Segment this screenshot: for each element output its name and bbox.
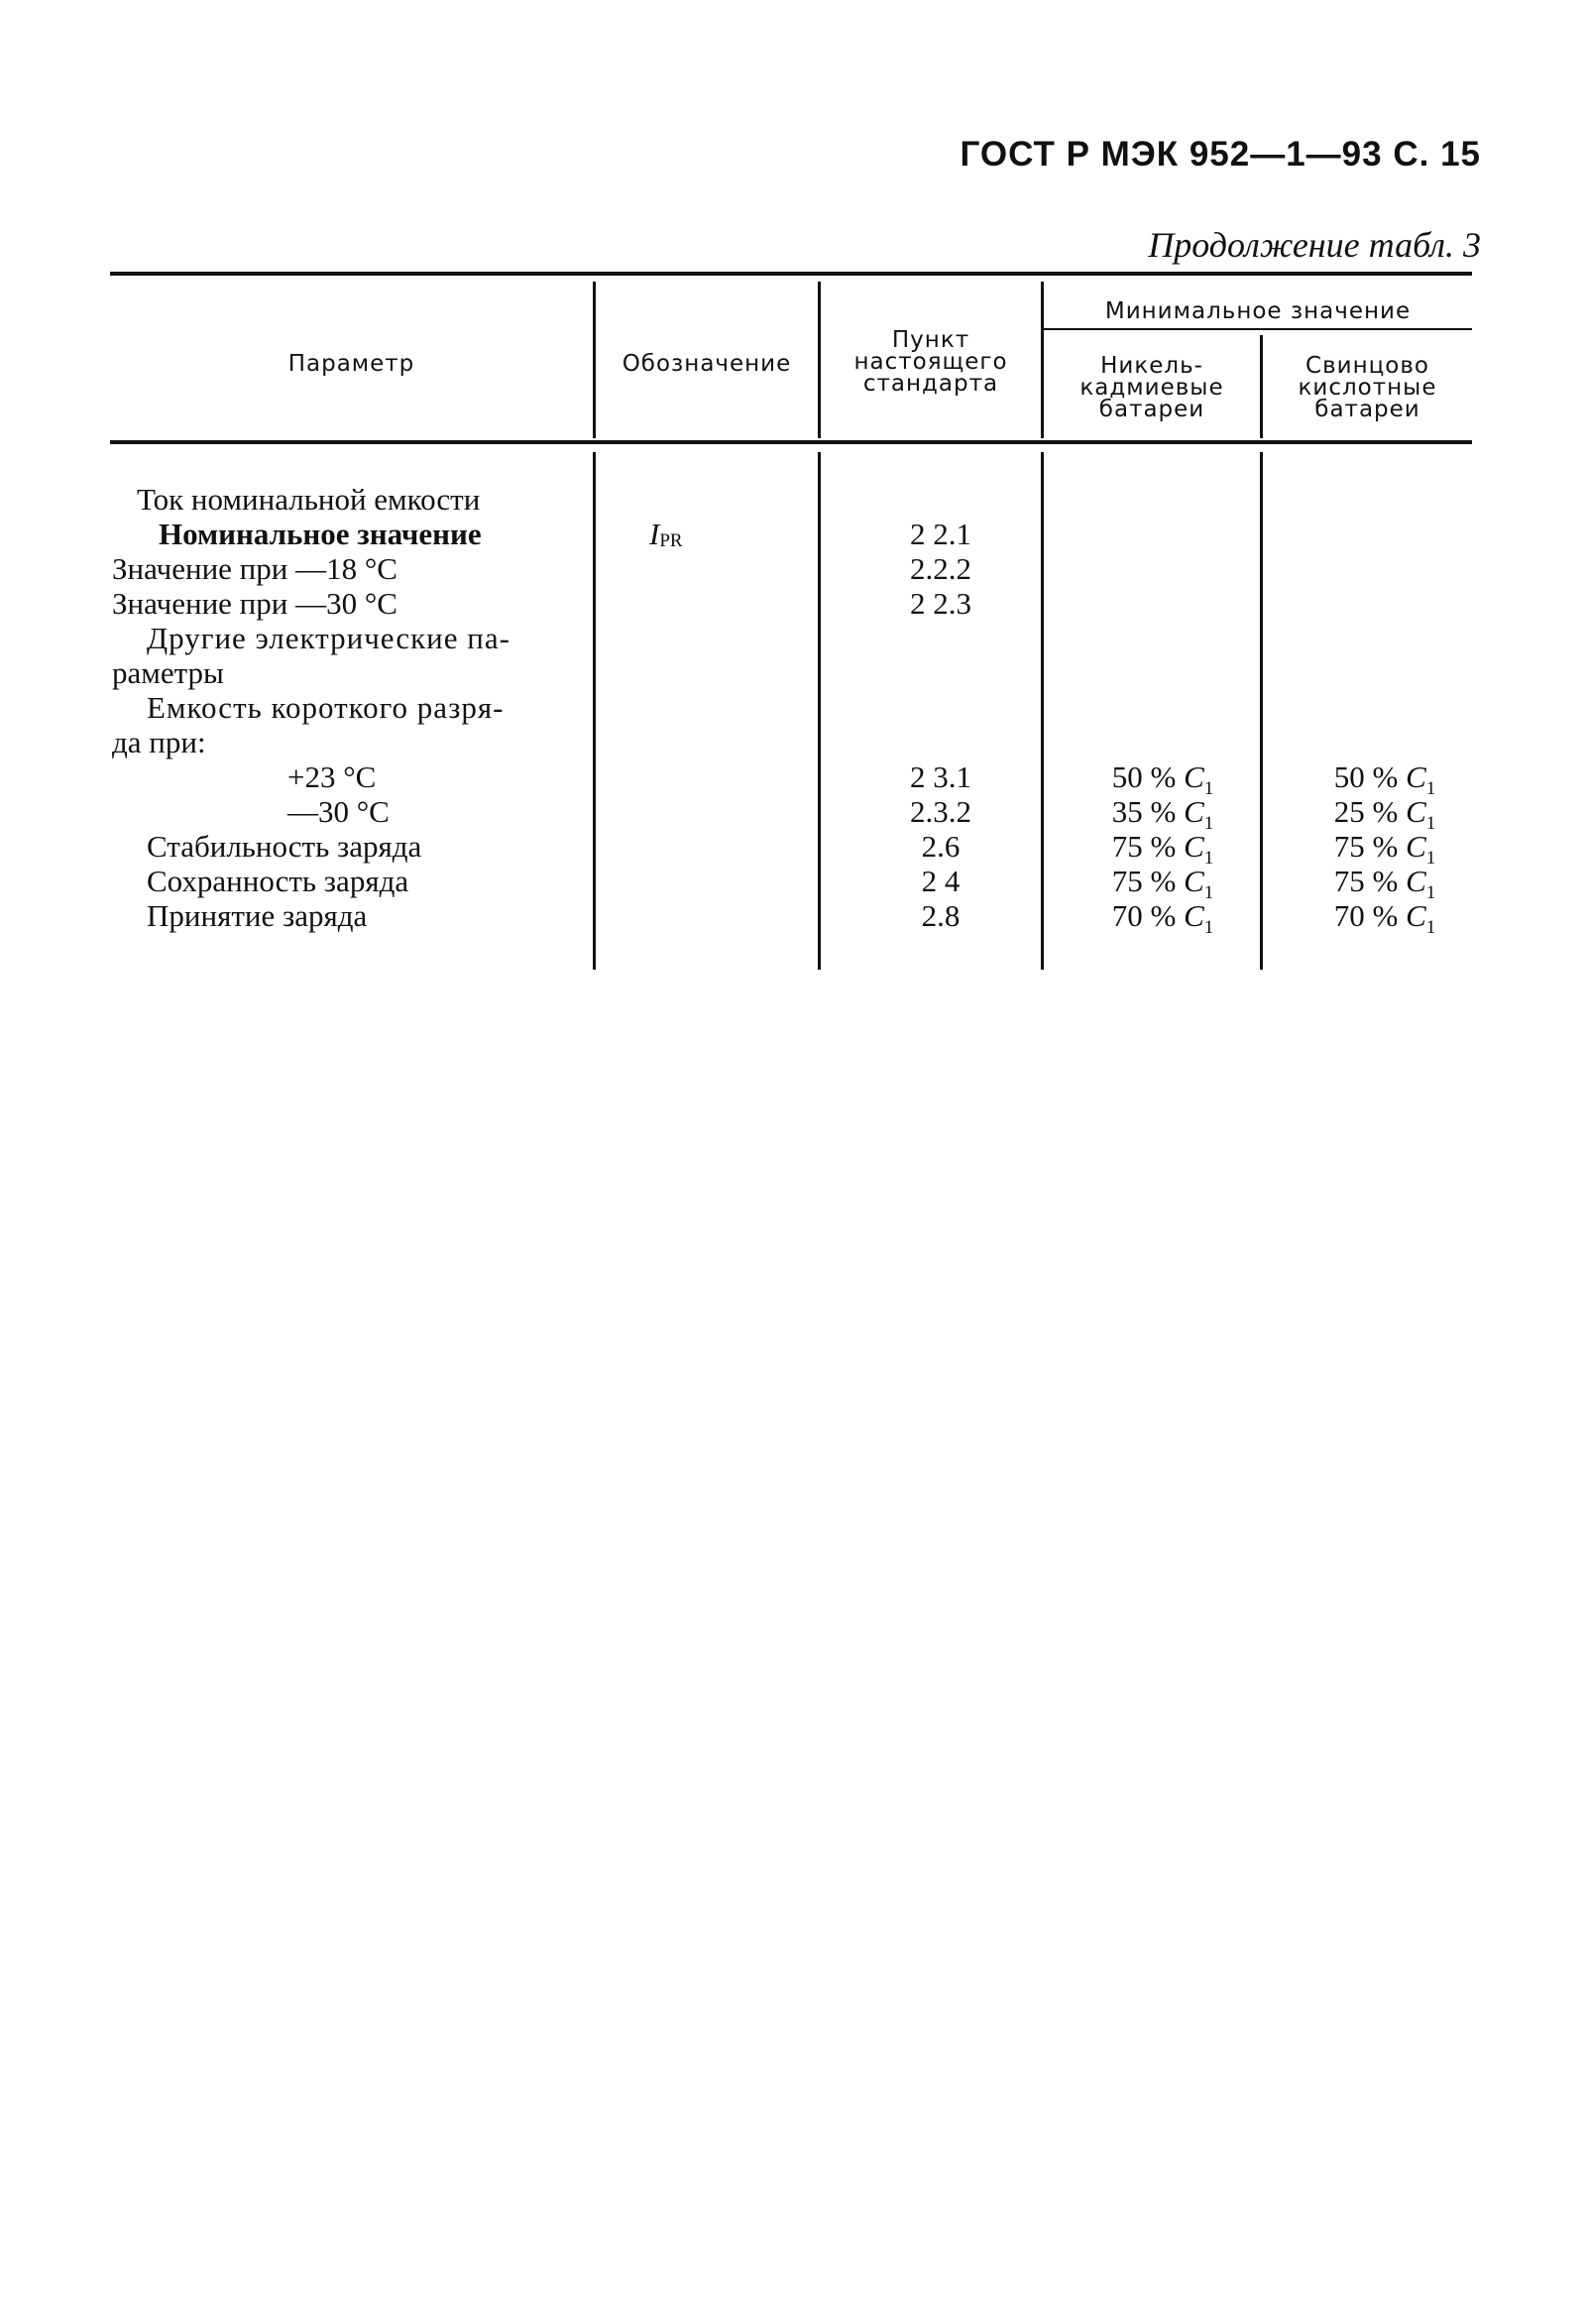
capacity-symbol: $C_1$	[1184, 864, 1214, 904]
table-top-rule	[110, 272, 1472, 276]
header-clause-line-1: Пункт	[891, 327, 970, 353]
header-ni-line-2: кадмиевые	[1079, 375, 1224, 401]
capacity-symbol: $C_1$	[1184, 794, 1214, 835]
designation-subscript: PR	[659, 530, 683, 551]
designation-ipr	[649, 517, 683, 556]
param-short-discharge-2: да при:	[112, 725, 206, 759]
pb-percent: 75 %	[1333, 829, 1399, 864]
param-short-discharge-1: Емкость короткого разря-	[147, 690, 505, 725]
param-minus-30: —30 °С	[287, 794, 390, 829]
pb-percent: 70 %	[1333, 898, 1399, 933]
param-other-electrical-2: раметры	[112, 655, 224, 690]
ni-percent: 70 %	[1111, 898, 1177, 933]
header-pb-line-1: Свинцово	[1305, 353, 1429, 379]
pb-value-acceptance	[1275, 898, 1495, 945]
header-ni-line-3: батареи	[1098, 397, 1205, 422]
capacity-symbol: $C_1$	[1184, 829, 1214, 870]
header-bottom-rule	[110, 440, 1472, 444]
ni-value-acceptance	[1053, 898, 1273, 945]
param-charge-acceptance: Принятие заряда	[147, 898, 368, 933]
param-rated-current: Ток номинальной емкости	[137, 482, 481, 517]
header-clause-line-3: стандарта	[862, 371, 999, 397]
ni-percent: 35 %	[1111, 794, 1177, 829]
param-value-minus-30: Значение при —30 °С	[112, 586, 397, 621]
capacity-symbol: $C_1$	[1406, 759, 1436, 800]
pb-percent: 75 %	[1333, 864, 1399, 898]
capacity-symbol: $C_1$	[1406, 898, 1436, 939]
header-min-value: Минимальное значение	[1104, 298, 1412, 324]
clause-nominal: 2 2.1	[910, 517, 971, 551]
clause-minus-30-discharge: 2.3.2	[910, 794, 971, 829]
header-ni-line-1: Никель-	[1100, 353, 1203, 379]
capacity-symbol: $C_1$	[1406, 829, 1436, 870]
page-header: ГОСТ Р МЭК 952—1—93 С. 15	[960, 135, 1481, 174]
header-pb-line-2: кислотные	[1298, 375, 1437, 401]
header-parameter: Параметр	[287, 351, 415, 377]
pb-percent: 25 %	[1333, 794, 1399, 829]
ni-percent: 50 %	[1111, 759, 1177, 794]
header-designation: Обозначение	[622, 351, 792, 377]
clause-charge-retention: 2 4	[921, 864, 961, 898]
clause-plus-23: 2 3.1	[910, 759, 971, 794]
ni-percent: 75 %	[1111, 829, 1177, 864]
param-nominal-value: Номинальное значение	[159, 517, 482, 551]
capacity-symbol: $C_1$	[1184, 898, 1214, 939]
header-clause	[821, 329, 1041, 395]
param-other-electrical-1: Другие электрические па-	[147, 621, 510, 655]
pb-percent: 50 %	[1333, 759, 1399, 794]
ni-percent: 75 %	[1111, 864, 1177, 898]
capacity-symbol: $C_1$	[1184, 759, 1214, 800]
param-charge-retention: Сохранность заряда	[147, 864, 409, 898]
param-charge-stability: Стабильность заряда	[147, 829, 422, 864]
header-pb-line-3: батареи	[1314, 397, 1420, 422]
body-divider-2	[818, 452, 821, 970]
clause-minus-30: 2 2.3	[910, 586, 971, 621]
param-value-minus-18: Значение при —18 °С	[112, 551, 397, 586]
clause-charge-acceptance: 2.8	[921, 898, 961, 933]
table-continuation-label: Продолжение табл. 3	[1148, 225, 1481, 265]
clause-minus-18: 2.2.2	[910, 551, 971, 586]
header-nickel-cadmium	[1044, 355, 1260, 420]
capacity-symbol: $C_1$	[1406, 864, 1436, 904]
header-lead-acid	[1263, 355, 1472, 420]
clause-charge-stability: 2.6	[921, 829, 961, 864]
designation-symbol: I	[649, 517, 660, 551]
min-value-rule	[1043, 328, 1472, 330]
header-clause-line-2: настоящего	[853, 349, 1008, 375]
param-plus-23: +23 °С	[287, 759, 377, 794]
capacity-symbol: $C_1$	[1406, 794, 1436, 835]
